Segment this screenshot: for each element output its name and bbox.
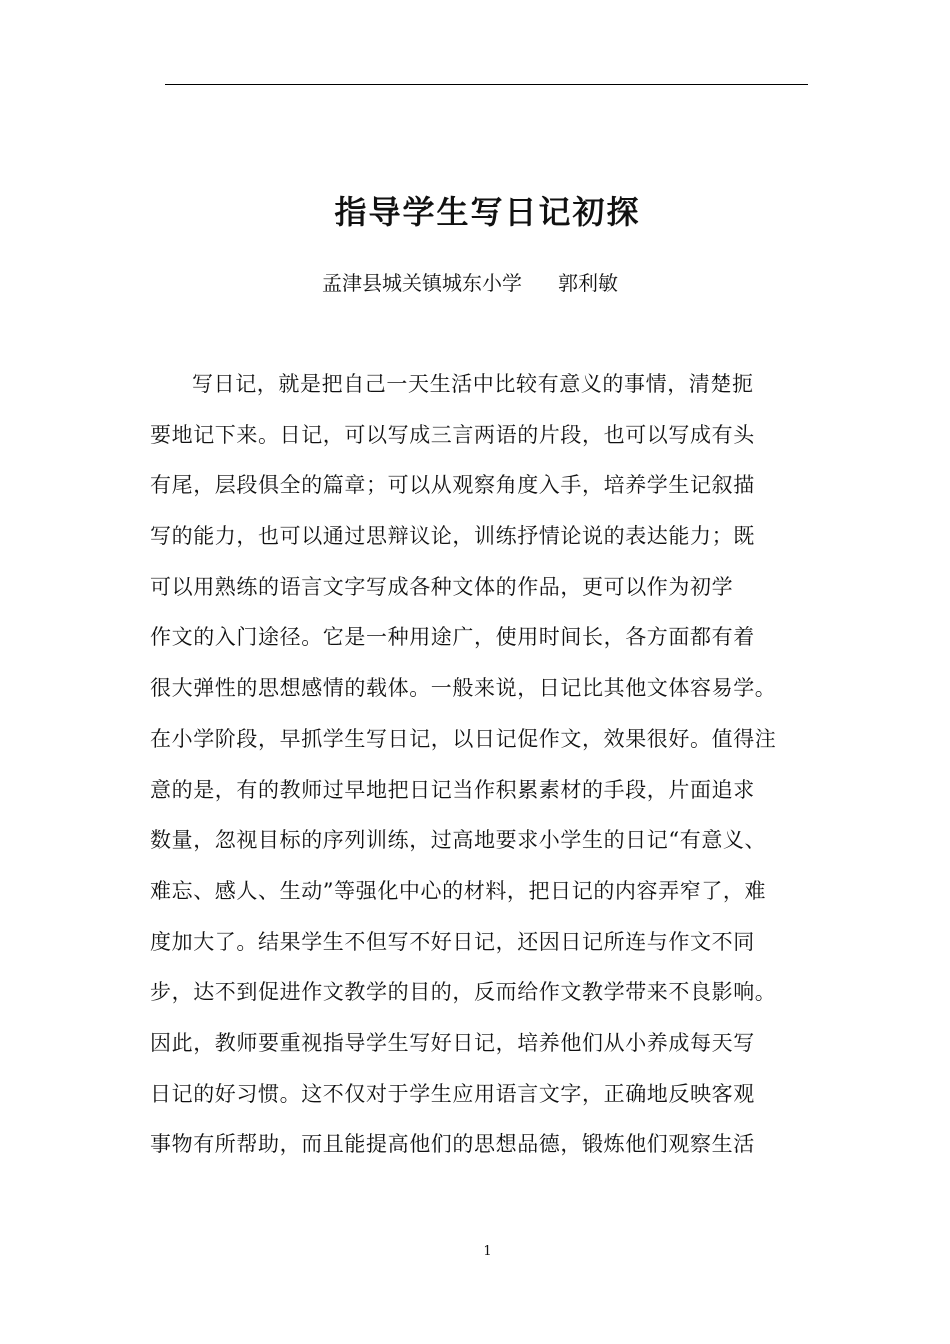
body-line: 有尾，层段俱全的篇章；可以从观察角度入手，培养学生记叙描 xyxy=(150,473,755,498)
byline xyxy=(322,268,618,298)
body-line: 数量，忽视目标的序列训练，过高地要求小学生的日记“有意义、 xyxy=(150,828,767,853)
byline-school: 孟津县城关镇城东小学 xyxy=(322,271,522,295)
body-line: 要地记下来。日记，可以写成三言两语的片段，也可以写成有头 xyxy=(150,422,755,447)
body-line: 步，达不到促进作文教学的目的，反而给作文教学带来不良影响。 xyxy=(150,980,777,1005)
body-line: 可以用熟练的语言文字写成各种文体的作品，更可以作为初学 xyxy=(150,574,734,599)
body-line: 事物有所帮助，而且能提高他们的思想品德，锻炼他们观察生活 xyxy=(150,1132,755,1157)
body-line: 写的能力，也可以通过思辩议论，训练抒情论说的表达能力；既 xyxy=(150,524,755,549)
document-title: 指导学生写日记初探 xyxy=(334,193,641,231)
body-line: 在小学阶段，早抓学生写日记，以日记促作文，效果很好。值得注 xyxy=(150,726,777,751)
body-line: 度加大了。结果学生不但写不好日记，还因日记所连与作文不同 xyxy=(150,929,755,954)
body-line: 写日记，就是把自己一天生活中比较有意义的事情，清楚扼 xyxy=(192,372,754,396)
body-line: 日记的好习惯。这不仅对于学生应用语言文字，正确地反映客观 xyxy=(150,1081,755,1106)
body-text xyxy=(150,367,820,1178)
body-line: 作文的入门途径。它是一种用途广，使用时间长，各方面都有着 xyxy=(150,625,755,650)
body-line: 很大弹性的思想感情的载体。一般来说，日记比其他文体容易学。 xyxy=(150,676,777,701)
byline-author: 郭利敏 xyxy=(558,271,618,295)
body-line: 难忘、感人、生动”等强化中心的材料，把日记的内容弄窄了，难 xyxy=(150,878,767,903)
body-line: 意的是，有的教师过早地把日记当作积累素材的手段，片面追求 xyxy=(150,777,755,802)
page-number: 1 xyxy=(483,1244,492,1259)
header-rule xyxy=(165,84,808,85)
body-line: 因此，教师要重视指导学生写好日记，培养他们从小养成每天写 xyxy=(150,1030,755,1055)
